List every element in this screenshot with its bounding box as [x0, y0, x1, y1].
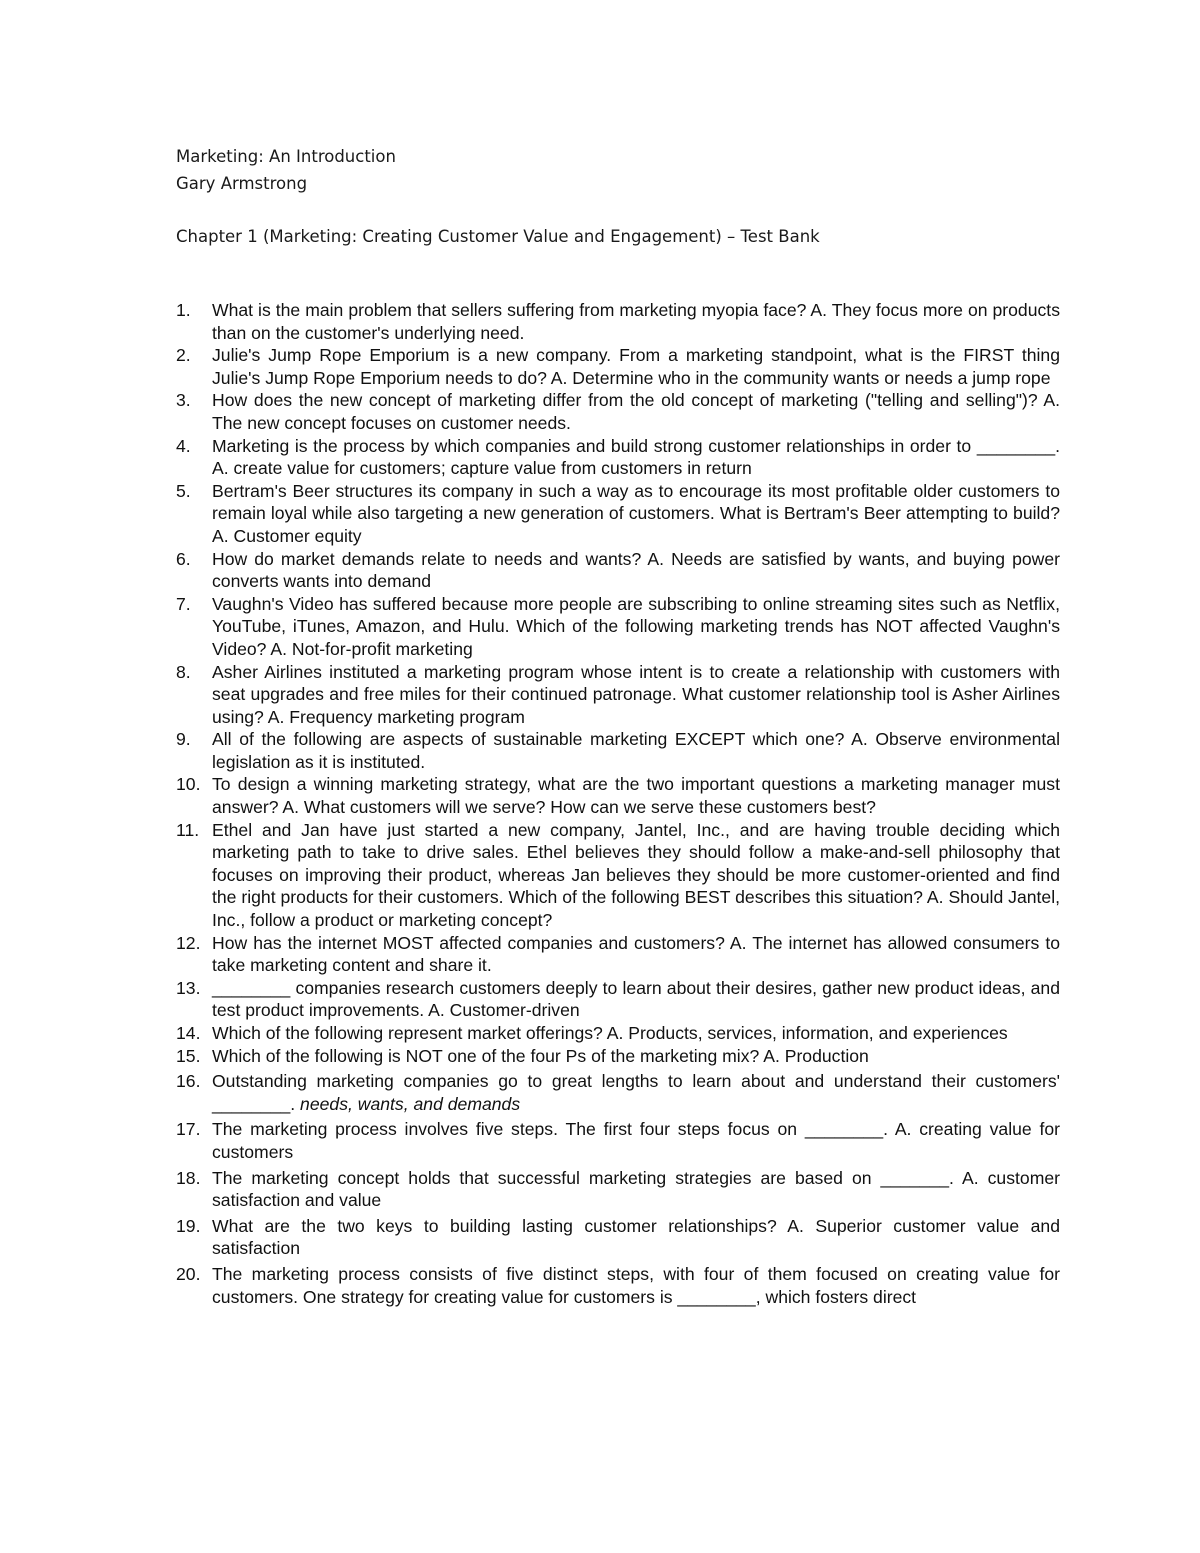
question-item [176, 1022, 1060, 1045]
document-title: Marketing: An Introduction [176, 147, 396, 166]
question-item [176, 435, 1060, 480]
question-item [176, 389, 1060, 434]
question-body: Marketing is the process by which companies and build strong customer relationships in order to ________. A. create value for customers; capture value from customers in return [212, 435, 1060, 479]
question-text [212, 661, 1060, 729]
question-number: 6. [176, 548, 191, 569]
question-number: 20. [176, 1263, 201, 1284]
question-text [212, 435, 1060, 480]
question-body: How does the new concept of marketing differ from the old concept of marketing ("telling and selling")? A. The new concept focuses on customer needs. [212, 390, 1060, 433]
question-text [212, 344, 1060, 389]
question-item [176, 819, 1060, 932]
question-body: All of the following are aspects of sustainable marketing EXCEPT which one? A. Observe environmental legislation as it is instituted. [212, 729, 1060, 772]
question-text [212, 773, 1060, 818]
question-item [176, 344, 1060, 389]
question-item [176, 1215, 1060, 1260]
document-header [176, 143, 1056, 250]
question-number: 8. [176, 661, 191, 682]
question-number: 5. [176, 480, 191, 501]
question-text [212, 728, 1060, 773]
question-number: 2. [176, 345, 191, 366]
question-body: The marketing concept holds that successful marketing strategies are based on _______. A. customer satisfaction and value [212, 1167, 1060, 1211]
question-number: 13. [176, 977, 201, 998]
document-author: Gary Armstrong [176, 174, 308, 193]
question-number: 19. [176, 1215, 201, 1236]
question-number: 17. [176, 1119, 201, 1140]
question-text [212, 819, 1060, 932]
question-answer-italic: needs, wants, and demands [295, 1093, 521, 1114]
question-text [212, 389, 1060, 434]
question-text [212, 1045, 1060, 1068]
question-body: Vaughn's Video has suffered because more people are subscribing to online streaming sites such as Netflix, YouTube, iTunes, Amazon, and Hulu. Which of the following marketing trends has NOT affected Vaughn's Video? A. Not-for-profit marketing [212, 593, 1060, 659]
question-item [176, 661, 1060, 729]
question-list [176, 299, 1060, 1308]
question-item [176, 1045, 1060, 1068]
question-item [176, 1070, 1060, 1115]
question-body: ________ companies research customers deeply to learn about their desires, gather new product ideas, and test product improvements. A. Customer-driven [212, 977, 1060, 1021]
question-body: What is the main problem that sellers suffering from marketing myopia face? A. They focus more on products than on the customer's underlying need. [212, 300, 1060, 343]
question-text [212, 932, 1060, 977]
chapter-heading: Chapter 1 (Marketing: Creating Customer Value and Engagement) – Test Bank [176, 227, 820, 246]
question-body: Ethel and Jan have just started a new company, Jantel, Inc., and are having trouble deciding which marketing path to take to drive sales. Ethel believes they should follow a make-and-sell philosophy that focuses on improving their product, whereas Jan believes they should be more customer-oriented and find the right products for their customers. Which of the following BEST describes this situation? A. Should Jantel, Inc., follow a product or marketing concept? [212, 819, 1060, 931]
question-number: 7. [176, 593, 191, 614]
question-body: The marketing process involves five steps. The first four steps focus on ________. A. creating value for customers [212, 1119, 1060, 1162]
question-body: Bertram's Beer structures its company in such a way as to encourage its most profitable older customers to remain loyal while also targeting a new generation of customers. What is Bertram's Beer attempting to build? A. Customer equity [212, 480, 1060, 546]
question-body: Outstanding marketing companies go to great lengths to learn about and understand their customers' ________. [212, 1071, 1060, 1114]
question-number: 10. [176, 774, 201, 795]
question-text [212, 1118, 1060, 1163]
question-body: To design a winning marketing strategy, what are the two important questions a marketing manager must answer? A. What customers will we serve? How can we serve these customers best? [212, 774, 1060, 818]
question-text [212, 1022, 1060, 1045]
question-number: 16. [176, 1071, 201, 1092]
question-body: The marketing process consists of five distinct steps, with four of them focused on creating value for customers. One strategy for creating value for customers is ________, which fosters direct [212, 1263, 1060, 1307]
question-body: How do market demands relate to needs and wants? A. Needs are satisfied by wants, and buying power converts wants into demand [212, 548, 1060, 592]
question-text [212, 977, 1060, 1022]
question-number: 3. [176, 390, 191, 411]
question-number: 1. [176, 300, 191, 320]
question-body: What are the two keys to building lasting customer relationships? A. Superior customer value and satisfaction [212, 1215, 1060, 1259]
question-text [212, 1263, 1060, 1308]
question-text [212, 1070, 1060, 1115]
question-item [176, 1167, 1060, 1212]
question-number: 12. [176, 932, 201, 953]
question-text [212, 593, 1060, 661]
question-body: How has the internet MOST affected companies and customers? A. The internet has allowed consumers to take marketing content and share it. [212, 932, 1060, 976]
question-body: Which of the following represent market offerings? A. Products, services, information, and experiences [212, 1023, 1008, 1043]
question-item [176, 1118, 1060, 1163]
question-text [212, 548, 1060, 593]
question-number: 18. [176, 1167, 201, 1188]
question-text [212, 480, 1060, 548]
question-number: 9. [176, 729, 191, 750]
question-item [176, 932, 1060, 977]
question-number: 15. [176, 1045, 201, 1066]
question-item [176, 773, 1060, 818]
question-item [176, 977, 1060, 1022]
question-number: 4. [176, 435, 191, 456]
question-item [176, 299, 1060, 344]
question-number: 11. [176, 819, 200, 840]
question-body: Asher Airlines instituted a marketing program whose intent is to create a relationship with customers with seat upgrades and free miles for their continued patronage. What customer relationship tool is Asher Airlines using? A. Frequency marketing program [212, 661, 1060, 727]
question-item [176, 480, 1060, 548]
question-body: Which of the following is NOT one of the four Ps of the marketing mix? A. Production [212, 1045, 869, 1066]
question-body: Julie's Jump Rope Emporium is a new company. From a marketing standpoint, what is the FIRST thing Julie's Jump Rope Emporium needs to do? A. Determine who in the community wants or needs a jump rope [212, 345, 1060, 388]
question-item [176, 1263, 1060, 1308]
question-item [176, 593, 1060, 661]
question-item [176, 728, 1060, 773]
question-text [212, 299, 1060, 344]
question-text [212, 1167, 1060, 1212]
question-item [176, 548, 1060, 593]
question-text [212, 1215, 1060, 1260]
question-number: 14. [176, 1023, 201, 1043]
